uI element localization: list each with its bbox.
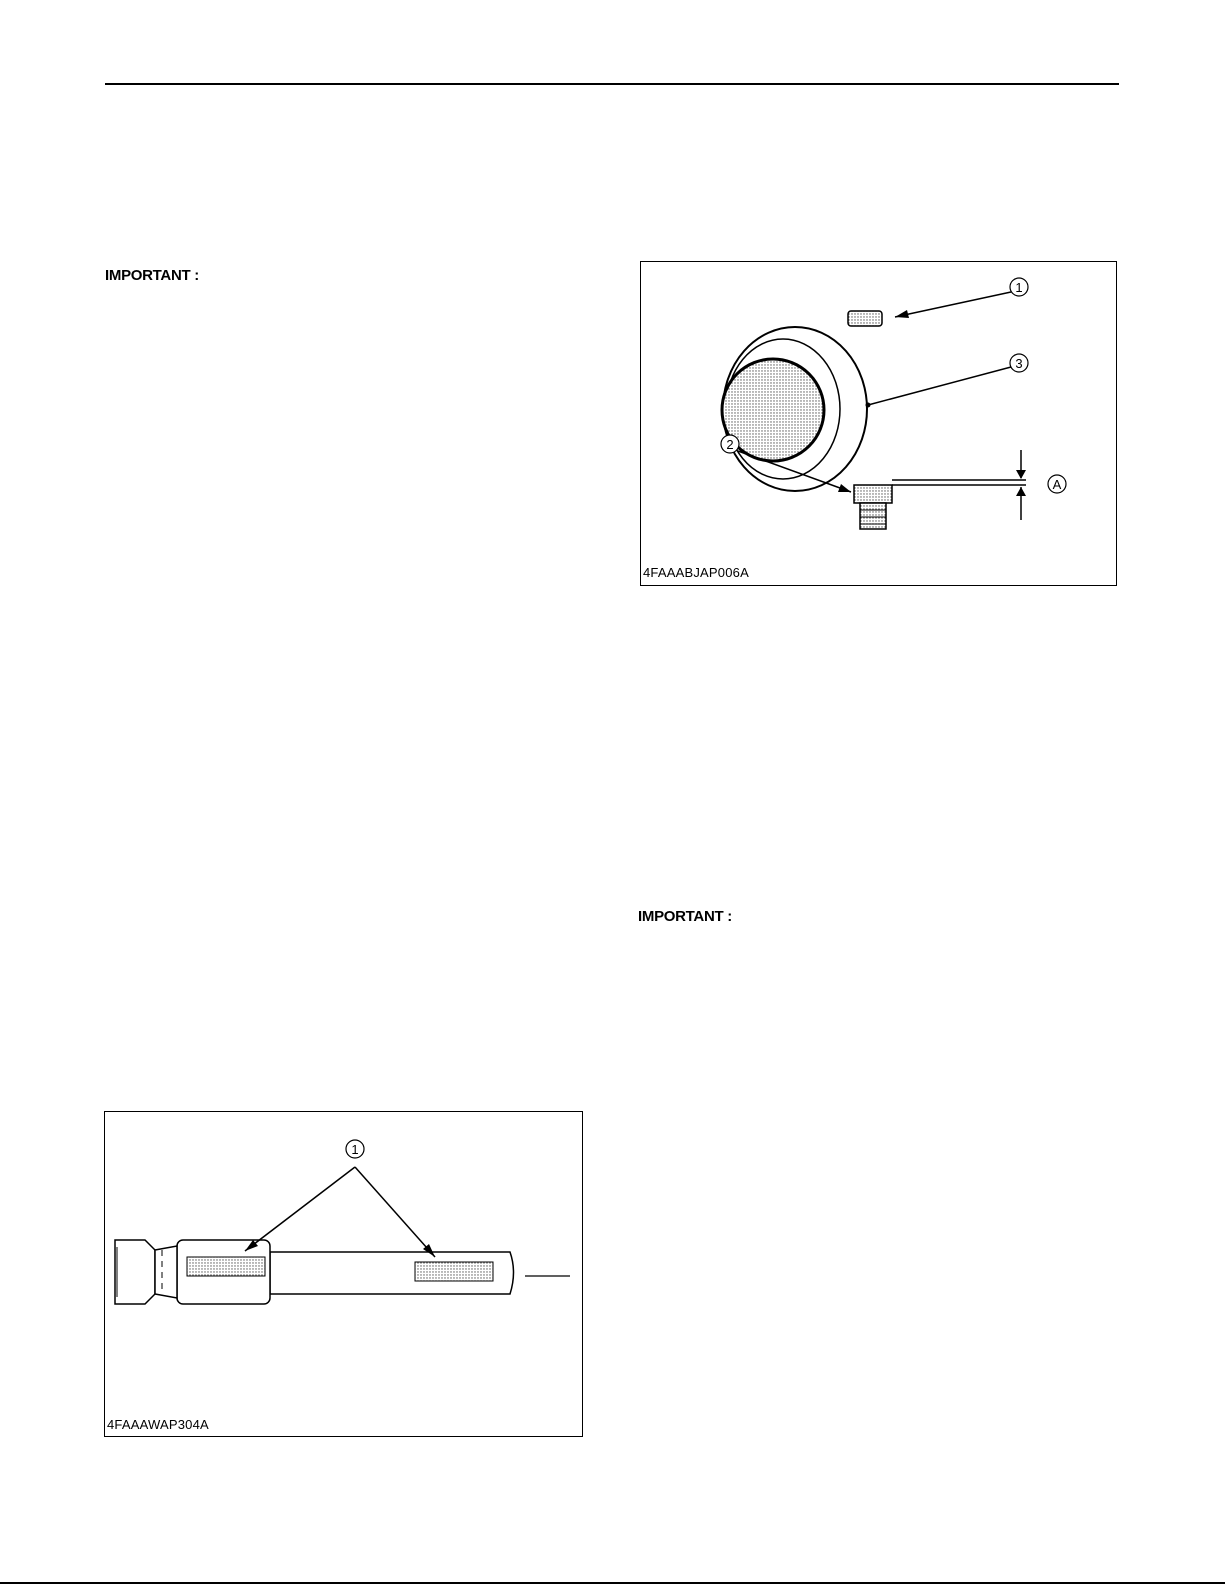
callout-3: 3 bbox=[1015, 356, 1023, 371]
hose-figure-code: 4FAAAWAP304A bbox=[107, 1417, 209, 1432]
fuel-filter-illustration bbox=[641, 262, 1116, 585]
callout-2: 2 bbox=[726, 437, 734, 452]
footer-rule bbox=[0, 1582, 1225, 1584]
hose-illustration bbox=[105, 1112, 582, 1436]
hose-figure bbox=[104, 1111, 583, 1437]
dimension-label-a: A bbox=[1052, 477, 1062, 492]
figure-code: 4FAAABJAP006A bbox=[643, 565, 749, 580]
fuel-filter-figure bbox=[640, 261, 1117, 586]
important-label-left: IMPORTANT : bbox=[105, 267, 199, 284]
hose-callout-1: 1 bbox=[351, 1142, 359, 1157]
header-rule bbox=[105, 83, 1119, 85]
important-label-right: IMPORTANT : bbox=[638, 908, 732, 925]
callout-1: 1 bbox=[1015, 280, 1023, 295]
